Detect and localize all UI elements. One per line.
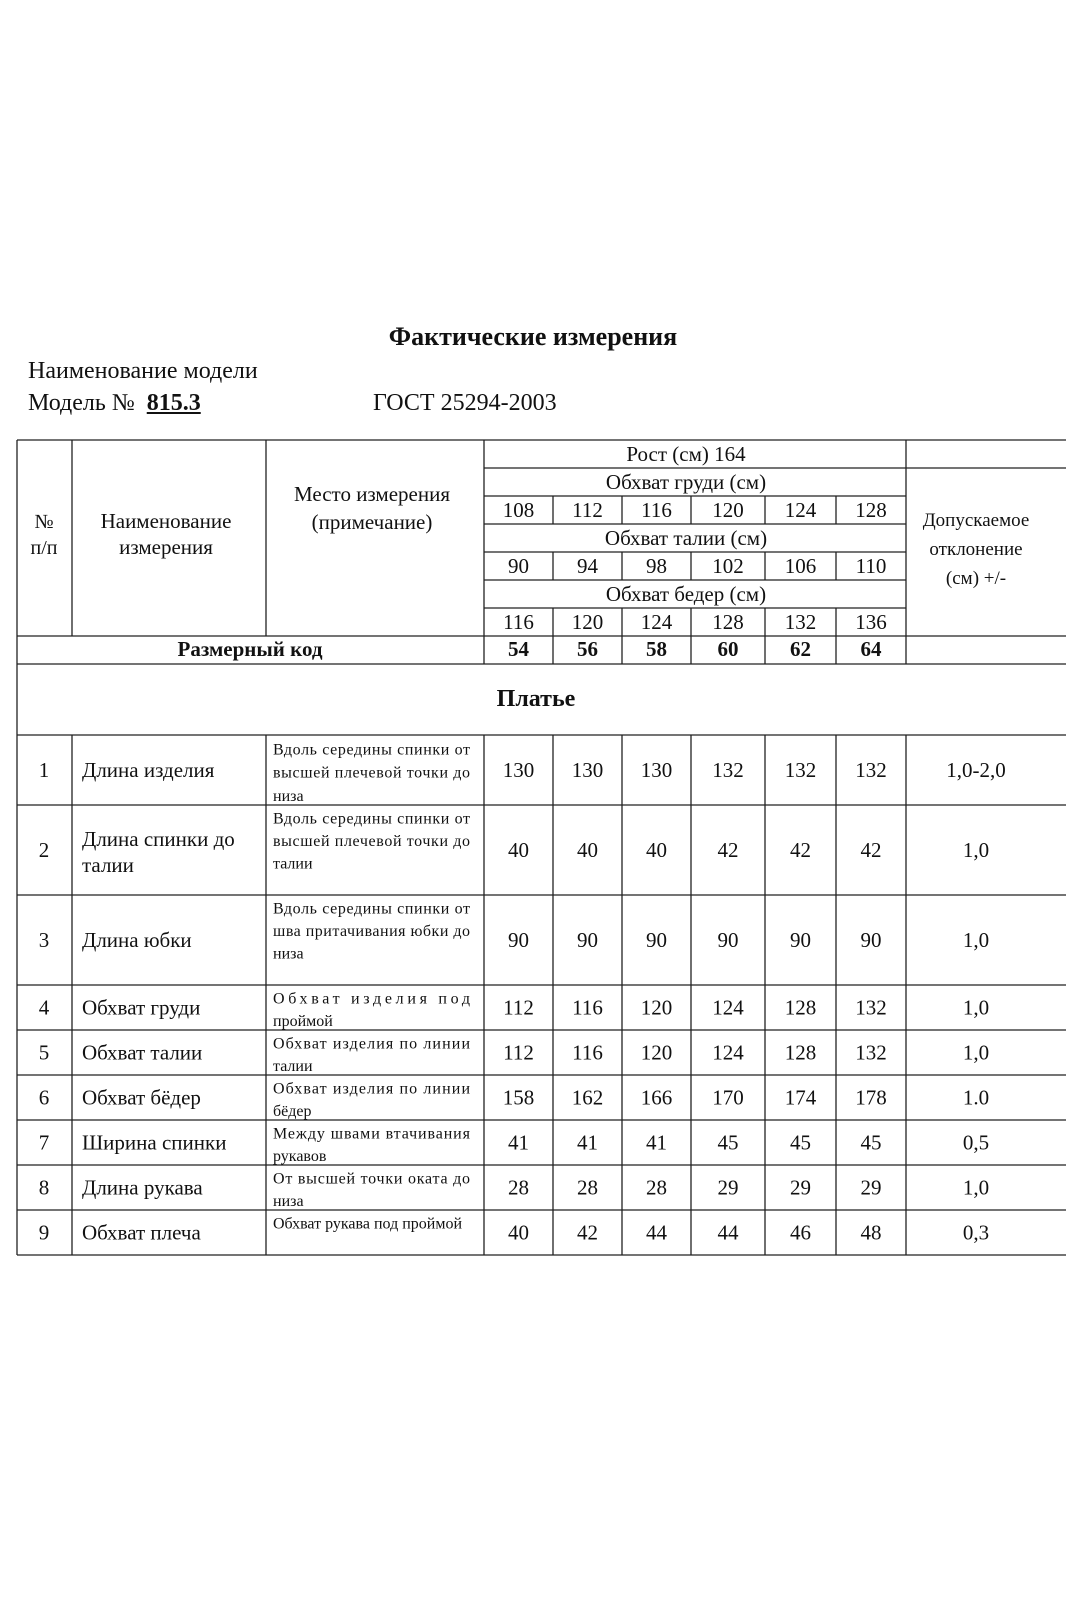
measure-value: 45: [717, 1130, 739, 1155]
measure-name: Длина изделия: [82, 758, 215, 782]
chest-value: 120: [712, 498, 744, 522]
measure-name: Обхват талии: [82, 1040, 203, 1065]
measure-value: 90: [577, 928, 598, 952]
waist-value: 110: [855, 554, 887, 578]
measure-value: 28: [646, 1175, 667, 1200]
size-code-value: 58: [646, 637, 667, 661]
measure-place: Вдоль середины спинки от: [273, 810, 470, 828]
tolerance-header: отклонение: [929, 539, 1023, 560]
tolerance-value: 1,0: [962, 1175, 990, 1200]
waist-value: 90: [508, 554, 529, 578]
measure-place: высшей плечевой точки до: [273, 764, 470, 782]
measure-value: 90: [646, 928, 667, 952]
measure-value: 42: [860, 838, 882, 862]
hips-label: Обхват бедер (см): [605, 582, 767, 606]
measure-place: высшей плечевой точки до: [273, 833, 470, 850]
measure-value: 44: [646, 1220, 667, 1245]
measure-name: Длина спинки до: [82, 827, 235, 851]
size-code-value: 62: [790, 637, 811, 661]
model-label: Модель №: [28, 390, 135, 416]
measure-value: 116: [572, 995, 603, 1020]
col-no-header: №: [34, 511, 54, 533]
gost-standard: ГОСТ 25294-2003: [373, 390, 557, 416]
waist-label: Обхват талии (см): [604, 526, 768, 550]
measure-value: 124: [712, 995, 744, 1020]
measure-value: 90: [717, 928, 739, 952]
measure-place: проймой: [273, 1013, 333, 1030]
measure-place: низа: [273, 788, 304, 805]
measure-value: 90: [860, 928, 882, 952]
measure-value: 44: [717, 1220, 739, 1245]
measure-name: Длина рукава: [82, 1175, 203, 1200]
measure-value: 40: [508, 1220, 529, 1245]
measure-value: 158: [502, 1085, 535, 1110]
row-number: 1: [38, 758, 50, 782]
measure-value: 29: [717, 1175, 739, 1200]
section-title: Платье: [496, 686, 576, 712]
measure-value: 120: [640, 995, 673, 1020]
hips-value: 132: [784, 610, 817, 634]
waist-value: 102: [712, 554, 744, 578]
measure-name: Обхват бёдер: [82, 1085, 201, 1110]
measure-place: Обхват рукава под проймой: [273, 1215, 463, 1233]
measure-value: 41: [508, 1130, 529, 1155]
measure-value: 45: [860, 1130, 882, 1155]
col-name-header: измерения: [119, 535, 213, 559]
row-number: 4: [38, 995, 50, 1020]
height-label: Рост (см) 164: [626, 442, 746, 466]
measure-place: низа: [273, 945, 304, 963]
row-number: 6: [38, 1085, 50, 1110]
tolerance-value: 0,3: [962, 1220, 990, 1245]
measure-place: От высшей точки оката до: [273, 1170, 470, 1188]
measure-value: 170: [712, 1085, 744, 1110]
measure-value: 124: [712, 1040, 744, 1065]
row-number: 3: [38, 928, 50, 952]
measure-value: 90: [790, 928, 811, 952]
measure-name: Длина юбки: [82, 928, 192, 952]
chest-value: 128: [855, 498, 887, 522]
hips-value: 120: [571, 610, 604, 634]
measure-name: Обхват плеча: [82, 1220, 201, 1245]
measure-value: 132: [855, 758, 887, 782]
measure-place: талии: [273, 855, 313, 873]
measure-value: 130: [502, 758, 535, 782]
size-code-value: 64: [860, 637, 882, 661]
hips-value: 124: [640, 610, 673, 634]
measure-value: 42: [717, 838, 739, 862]
measure-value: 112: [503, 995, 534, 1020]
measure-place: Обхват изделия под: [273, 990, 470, 1008]
col-no-header: п/п: [30, 537, 58, 559]
tolerance-value: 1,0: [962, 928, 990, 952]
size-code-value: 60: [717, 637, 739, 661]
measure-name: Обхват груди: [82, 995, 201, 1020]
hips-value: 136: [855, 610, 887, 634]
row-number: 5: [38, 1040, 50, 1065]
tolerance-header: Допускаемое: [922, 510, 1030, 531]
tolerance-value: 1.0: [962, 1085, 990, 1110]
measure-name: талии: [82, 853, 134, 877]
measure-place: низа: [273, 1193, 304, 1210]
col-place-header: (примечание): [311, 510, 433, 534]
measure-value: 132: [784, 758, 817, 782]
tolerance-header: (см) +/-: [945, 568, 1007, 589]
measure-value: 130: [640, 758, 673, 782]
model-number: 815.3: [146, 390, 201, 416]
measure-place: рукавов: [273, 1148, 327, 1165]
measure-place: Обхват изделия по линии: [273, 1035, 470, 1053]
hips-value: 116: [503, 610, 534, 634]
measure-value: 90: [508, 928, 529, 952]
measure-place: бёдер: [273, 1103, 312, 1120]
measure-name: Ширина спинки: [82, 1130, 227, 1155]
waist-value: 98: [646, 554, 667, 578]
row-number: 8: [38, 1175, 50, 1200]
chest-value: 108: [502, 498, 535, 522]
measure-value: 40: [646, 838, 667, 862]
measure-value: 29: [790, 1175, 811, 1200]
measure-value: 132: [855, 1040, 887, 1065]
measure-value: 112: [503, 1040, 534, 1065]
size-code-label: Размерный код: [177, 637, 323, 661]
measure-value: 128: [784, 995, 817, 1020]
tolerance-value: 1,0-2,0: [946, 758, 1006, 782]
measure-place: талии: [273, 1058, 313, 1075]
measure-value: 41: [577, 1130, 598, 1155]
size-code-value: 56: [577, 637, 598, 661]
chest-value: 116: [641, 498, 672, 522]
measure-value: 42: [577, 1220, 598, 1245]
model-name-label: Наименование модели: [28, 358, 258, 384]
measure-place: Между швами втачивания: [273, 1125, 470, 1143]
measure-value: 166: [640, 1085, 673, 1110]
measure-value: 130: [571, 758, 604, 782]
col-name-header: Наименование: [100, 509, 232, 533]
waist-value: 94: [577, 554, 598, 578]
chest-value: 112: [572, 498, 603, 522]
measure-value: 28: [577, 1175, 598, 1200]
measure-value: 132: [712, 758, 744, 782]
measure-place: шва притачивания юбки до: [273, 923, 470, 940]
measure-value: 48: [860, 1220, 882, 1245]
tolerance-value: 1,0: [962, 838, 990, 862]
measure-value: 116: [572, 1040, 603, 1065]
measure-value: 45: [790, 1130, 811, 1155]
waist-value: 106: [784, 554, 817, 578]
measure-value: 178: [855, 1085, 887, 1110]
measure-place: Обхват изделия по линии: [273, 1080, 470, 1098]
chest-value: 124: [784, 498, 817, 522]
row-number: 9: [38, 1220, 50, 1245]
measure-value: 46: [790, 1220, 811, 1245]
row-number: 7: [38, 1130, 50, 1155]
hips-value: 128: [712, 610, 744, 634]
measure-value: 40: [508, 838, 529, 862]
measure-place: Вдоль середины спинки от: [273, 900, 470, 918]
measure-value: 174: [784, 1085, 817, 1110]
measure-value: 132: [855, 995, 887, 1020]
size-code-value: 54: [508, 637, 529, 661]
measure-value: 29: [860, 1175, 882, 1200]
measure-value: 162: [571, 1085, 604, 1110]
measure-value: 40: [577, 838, 598, 862]
tolerance-value: 0,5: [962, 1130, 990, 1155]
measure-value: 120: [640, 1040, 673, 1065]
page-title: Фактические измерения: [388, 322, 678, 351]
col-place-header: Место измерения: [293, 482, 451, 506]
tolerance-value: 1,0: [962, 995, 990, 1020]
row-number: 2: [38, 838, 50, 862]
tolerance-value: 1,0: [962, 1040, 990, 1065]
measure-value: 42: [790, 838, 811, 862]
measure-place: Вдоль середины спинки от: [273, 741, 470, 759]
measure-value: 128: [784, 1040, 817, 1065]
measure-value: 41: [646, 1130, 667, 1155]
chest-label: Обхват груди (см): [605, 470, 767, 494]
measure-value: 28: [508, 1175, 529, 1200]
